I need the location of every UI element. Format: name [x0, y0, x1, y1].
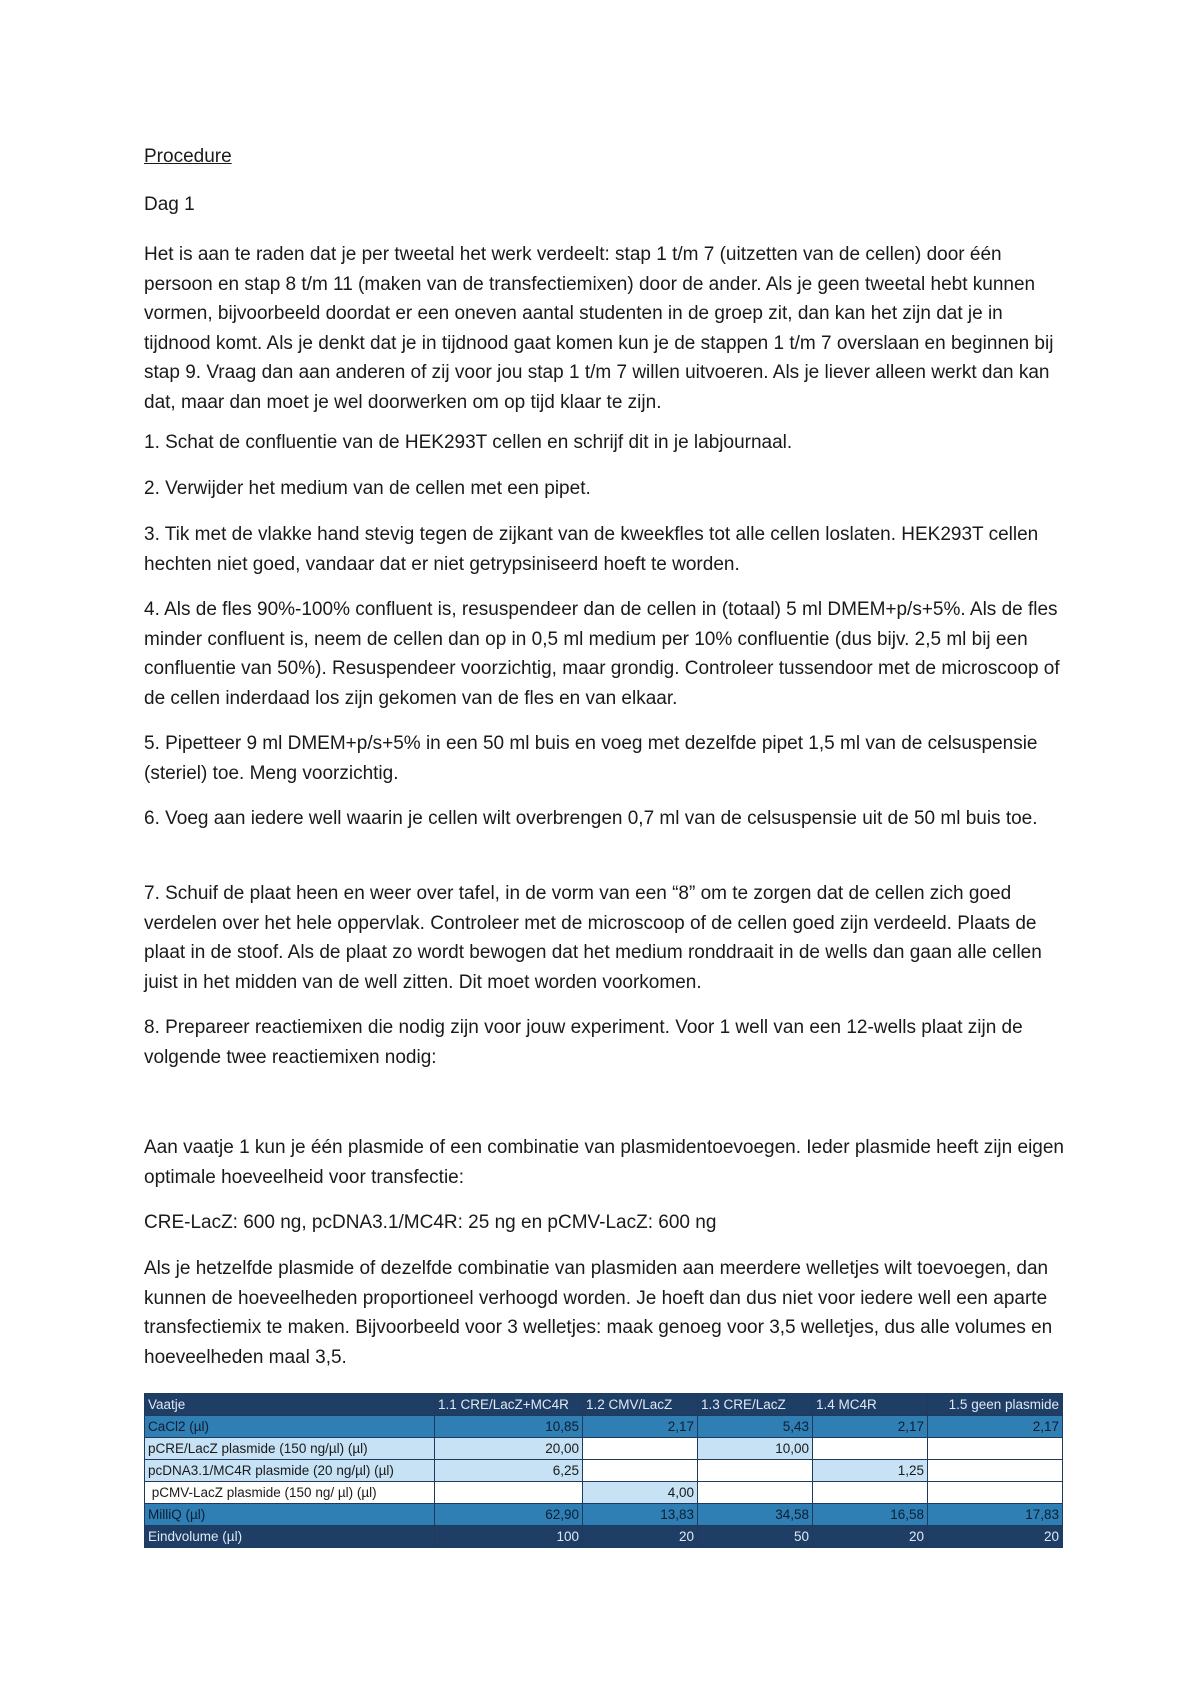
amounts-paragraph: CRE-LacZ: 600 ng, pcDNA3.1/MC4R: 25 ng en pCMV-LacZ: 600 ng [144, 1212, 717, 1233]
table-cell [583, 1460, 698, 1482]
table-cell [698, 1460, 813, 1482]
row-label: CaCl2 (µl) [145, 1416, 435, 1438]
row-label: MilliQ (µl) [145, 1504, 435, 1526]
table-cell: 2,17 [813, 1416, 928, 1438]
step-5: 5. Pipetteer 9 ml DMEM+p/s+5% in een 50 ml buis en voeg met dezelfde pipet 1,5 ml van de celsuspensie (steriel) toe. Meng voorzichtig. [144, 733, 1038, 784]
step-2: 2. Verwijder het medium van de cellen met een pipet. [144, 478, 591, 499]
row-label: pCRE/LacZ plasmide (150 ng/µl) (µl) [145, 1438, 435, 1460]
transfection-table [144, 1393, 1063, 1548]
procedure-heading: Procedure [144, 146, 232, 167]
table-row [145, 1526, 1063, 1548]
step-3: 3. Tik met de vlakke hand stevig tegen de zijkant van de kweekfles tot alle cellen loslaten. HEK293T cellen hechten niet goed, vandaar dat er niet getrypsiniseerd hoeft te worden. [144, 524, 1039, 575]
table-row [145, 1482, 1063, 1504]
table-cell [928, 1482, 1063, 1504]
step-6: 6. Voeg aan iedere well waarin je cellen wilt overbrengen 0,7 ml van de celsuspensie uit de 50 ml buis toe. [144, 808, 1038, 829]
step-8: 8. Prepareer reactiemixen die nodig zijn voor jouw experiment. Voor 1 well van een 12-wells plaat zijn de volgende twee reactiemixen nodig: [144, 1017, 1023, 1068]
step-1: 1. Schat de confluentie van de HEK293T cellen en schrijf dit in je labjournaal. [144, 432, 793, 453]
table-cell [928, 1460, 1063, 1482]
vaatje-paragraph: Aan vaatje 1 kun je één plasmide of een combinatie van plasmidentoevoegen. Ieder plasmide heeft zijn eigen optimale hoeveelheid voor transfectie: [144, 1137, 1064, 1188]
header-col-5: 1.5 geen plasmide [928, 1394, 1063, 1416]
table-cell: 20 [928, 1526, 1063, 1548]
table-cell: 20 [583, 1526, 698, 1548]
table-cell [813, 1482, 928, 1504]
table-cell: 6,25 [435, 1460, 583, 1482]
step-7: 7. Schuif de plaat heen en weer over tafel, in de vorm van een “8” om te zorgen dat de cellen zich goed verdelen over het hele oppervlak. Controleer met de microscoop of de cellen goed zijn verdeeld. Plaats de plaat in de stoof. Als de plaat zo wordt bewogen dat het medium ronddraait in de wells dan gaan alle cellen juist in het midden van de well zitten. Dit moet worden voorkomen. [144, 883, 1042, 993]
table-cell: 100 [435, 1526, 583, 1548]
table-cell: 17,83 [928, 1504, 1063, 1526]
header-col-3: 1.3 CRE/LacZ [698, 1394, 813, 1416]
table-row [145, 1416, 1063, 1438]
table-cell: 34,58 [698, 1504, 813, 1526]
row-label: Eindvolume (µl) [145, 1526, 435, 1548]
day-label: Dag 1 [144, 194, 195, 215]
table-cell: 62,90 [435, 1504, 583, 1526]
table-cell [813, 1438, 928, 1460]
table-cell: 1,25 [813, 1460, 928, 1482]
combination-paragraph: Als je hetzelfde plasmide of dezelfde combinatie van plasmiden aan meerdere welletjes wilt toevoegen, dan kunnen de hoeveelheden proportioneel verhoogd worden. Je hoeft dan dus niet voor iedere well een aparte transfectiemix te maken. Bijvoorbeeld voor 3 welletjes: maak genoeg voor 3,5 welletjes, dus alle volumes en hoeveelheden maal 3,5. [144, 1258, 1053, 1368]
table-cell: 4,00 [583, 1482, 698, 1504]
table-cell: 5,43 [698, 1416, 813, 1438]
table-cell [435, 1482, 583, 1504]
table-cell: 2,17 [928, 1416, 1063, 1438]
table-cell: 10,00 [698, 1438, 813, 1460]
intro-paragraph: Het is aan te raden dat je per tweetal het werk verdeelt: stap 1 t/m 7 (uitzetten van de cellen) door één persoon en stap 8 t/m 11 (maken van de transfectiemixen) door de ander. Als je geen tweetal hebt kunnen vormen, bijvoorbeeld doordat er een oneven aantal studenten in de groep zit, dan kan het zijn dat je in tijdnood komt. Als je denkt dat je in tijdnood gaat komen kun je de stappen 1 t/m 7 overslaan en beginnen bij stap 9. Vraag dan aan anderen of zij voor jou stap 1 t/m 7 willen uitvoeren. Als je liever alleen werkt dan kan dat, maar dan moet je wel doorwerken om op tijd klaar te zijn. [144, 244, 1054, 413]
table-header-row [145, 1394, 1063, 1416]
step-4: 4. Als de fles 90%-100% confluent is, resuspendeer dan de cellen in (totaal) 5 ml DMEM+p/s+5%. Als de fles minder confluent is, neem de cellen dan op in 0,5 ml medium per 10% confluentie (dus bijv. 2,5 ml bij een confluentie van 50%). Resuspendeer voorzichtig, maar grondig. Controleer tussendoor met de microscoop of de cellen inderdaad los zijn gekomen van de fles en van elkaar. [144, 599, 1060, 709]
table-cell: 13,83 [583, 1504, 698, 1526]
row-label: pcDNA3.1/MC4R plasmide (20 ng/µl) (µl) [145, 1460, 435, 1482]
table-cell: 2,17 [583, 1416, 698, 1438]
table-cell [698, 1482, 813, 1504]
table-row [145, 1460, 1063, 1482]
table-row [145, 1438, 1063, 1460]
table-cell: 20 [813, 1526, 928, 1548]
table-cell [583, 1438, 698, 1460]
header-vaatje: Vaatje [145, 1394, 435, 1416]
table-cell: 16,58 [813, 1504, 928, 1526]
row-label: pCMV-LacZ plasmide (150 ng/ µl) (µl) [145, 1482, 435, 1504]
table-row [145, 1504, 1063, 1526]
table-cell: 50 [698, 1526, 813, 1548]
table-cell: 20,00 [435, 1438, 583, 1460]
table-cell: 10,85 [435, 1416, 583, 1438]
table-cell [928, 1438, 1063, 1460]
header-col-1: 1.1 CRE/LacZ+MC4R [435, 1394, 583, 1416]
header-col-2: 1.2 CMV/LacZ [583, 1394, 698, 1416]
header-col-4: 1.4 MC4R [813, 1394, 928, 1416]
